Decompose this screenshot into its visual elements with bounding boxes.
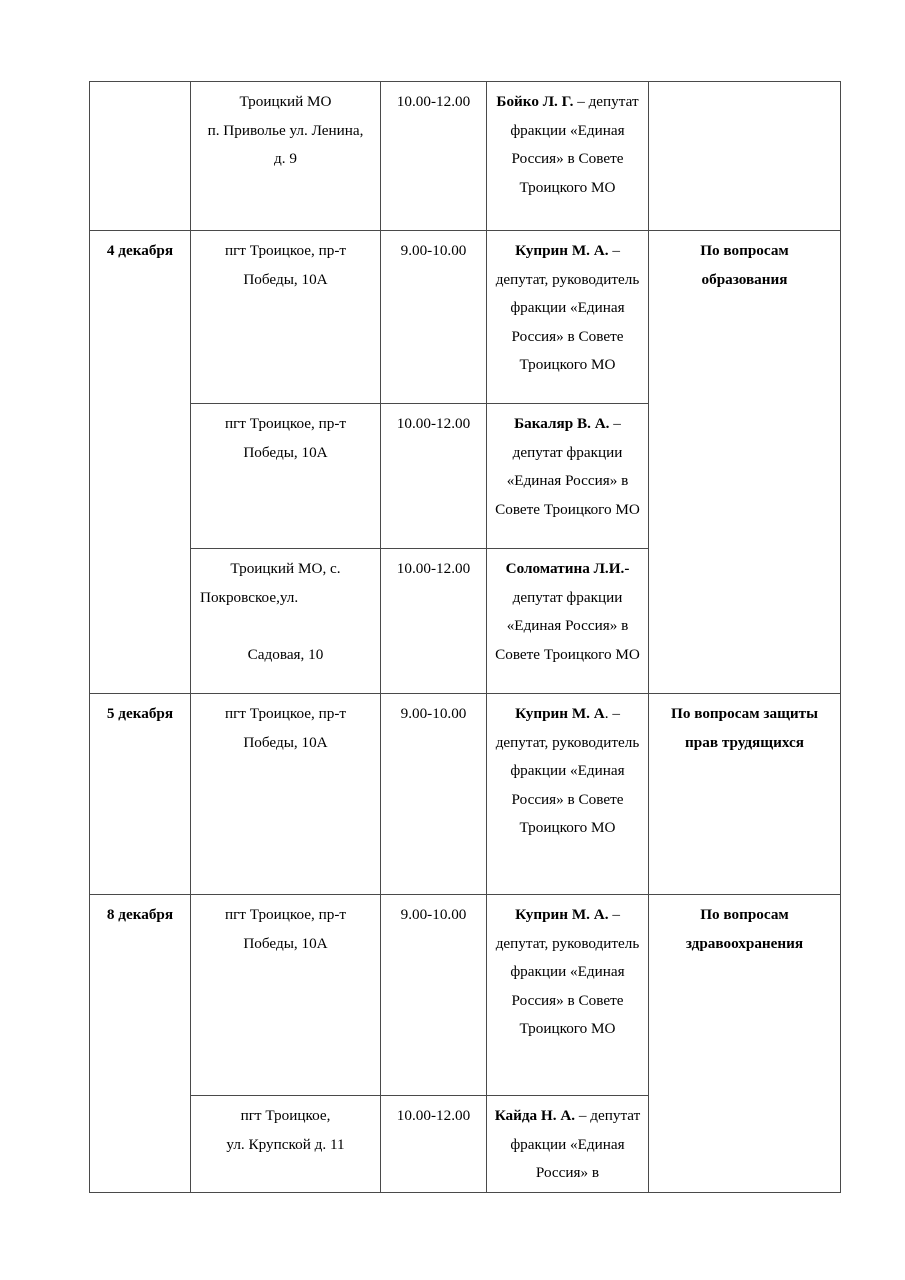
- place-line: Садовая, 10: [247, 645, 324, 663]
- deputy-name: Куприн М. А.: [515, 242, 609, 259]
- place-line: пгт Троицкое, пр-т: [224, 705, 347, 722]
- place-line: д. 9: [274, 150, 297, 168]
- cell-date: [90, 694, 191, 895]
- date-label: 5 декабря: [106, 705, 174, 722]
- date-label: 8 декабря: [106, 906, 174, 923]
- cell-place: [191, 404, 381, 549]
- time-value: 10.00-12.00: [396, 415, 471, 432]
- place-line: Победы, 10А: [243, 934, 328, 952]
- deputy-description: – депутат фракции «Единая Россия» в: [510, 1107, 641, 1182]
- cell-deputy: [487, 82, 649, 231]
- time-value: 9.00-10.00: [400, 705, 467, 722]
- time-value: 10.00-12.00: [396, 560, 471, 577]
- deputy-reception-schedule-table: [89, 81, 841, 1193]
- deputy-name: Соломатина Л.И.-: [505, 560, 630, 577]
- time-value: 10.00-12.00: [396, 93, 471, 110]
- deputy-description: – депутат фракции «Единая Россия» в Совете Троицкого МО: [495, 415, 640, 518]
- cell-time: [381, 1096, 487, 1193]
- place-line-justified: [200, 584, 371, 641]
- table-row: [90, 82, 841, 231]
- deputy-description: – депутат, руководитель фракции «Единая Россия» в Совете Троицкого МО: [495, 242, 640, 374]
- deputy-name: Бакаляр В. А.: [514, 415, 610, 432]
- cell-place: [191, 1096, 381, 1193]
- place-line: пгт Троицкое, пр-т: [224, 415, 347, 432]
- topic-label: По вопросам образования: [700, 242, 789, 288]
- place-line: п. Приволье ул. Ленина,: [207, 121, 364, 139]
- table-row: [90, 231, 841, 404]
- cell-time: [381, 549, 487, 694]
- cell-date: [90, 231, 191, 694]
- deputy-name: Кайда Н. А.: [494, 1107, 576, 1124]
- place-line: пгт Троицкое, пр-т: [224, 906, 347, 923]
- table-row: [90, 895, 841, 1096]
- cell-place: [191, 694, 381, 895]
- cell-place: [191, 82, 381, 231]
- place-line: ул. Крупской д. 11: [226, 1135, 345, 1153]
- cell-time: [381, 404, 487, 549]
- cell-place: [191, 549, 381, 694]
- cell-deputy: [487, 1096, 649, 1193]
- place-line: Победы, 10А: [243, 443, 328, 461]
- deputy-description: . – депутат, руководитель фракции «Единая Россия» в Совете Троицкого МО: [495, 705, 640, 837]
- cell-time: [381, 694, 487, 895]
- cell-deputy: [487, 231, 649, 404]
- cell-topic: [649, 231, 841, 694]
- deputy-description: – депутат фракции «Единая Россия» в Совете Троицкого МО: [510, 93, 639, 196]
- cell-deputy: [487, 549, 649, 694]
- topic-label: По вопросам защиты прав трудящихся: [671, 705, 818, 751]
- cell-deputy: [487, 404, 649, 549]
- place-line: Победы, 10А: [243, 270, 328, 288]
- cell-date-empty: [90, 82, 191, 231]
- cell-topic: [649, 694, 841, 895]
- cell-topic-empty: [649, 82, 841, 231]
- deputy-description: – депутат, руководитель фракции «Единая Россия» в Совете Троицкого МО: [495, 906, 640, 1038]
- cell-place: [191, 231, 381, 404]
- deputy-description: депутат фракции «Единая Россия» в Совете Троицкого МО: [495, 588, 640, 663]
- cell-topic: [649, 895, 841, 1193]
- cell-deputy: [487, 694, 649, 895]
- deputy-name: Куприн М. А.: [515, 906, 609, 923]
- topic-label: По вопросам здравоохранения: [685, 906, 804, 952]
- place-line: Победы, 10А: [243, 733, 328, 751]
- time-value: 9.00-10.00: [400, 906, 467, 923]
- place-line: Троицкий МО, с.: [230, 560, 341, 577]
- deputy-name: Куприн М. А: [515, 705, 605, 722]
- place-line: Троицкий МО: [239, 93, 332, 110]
- cell-time: [381, 895, 487, 1096]
- date-label: 4 декабря: [106, 242, 174, 259]
- time-value: 9.00-10.00: [400, 242, 467, 259]
- cell-time: [381, 82, 487, 231]
- cell-date: [90, 895, 191, 1193]
- cell-place: [191, 895, 381, 1096]
- table-row: [90, 694, 841, 895]
- cell-time: [381, 231, 487, 404]
- place-line-part: ул.: [279, 588, 299, 606]
- cell-deputy: [487, 895, 649, 1096]
- place-line: пгт Троицкое, пр-т: [224, 242, 347, 259]
- deputy-name: Бойко Л. Г.: [496, 93, 574, 110]
- place-line: пгт Троицкое,: [240, 1107, 331, 1124]
- place-line-part: Покровское,: [200, 588, 280, 606]
- time-value: 10.00-12.00: [396, 1107, 471, 1124]
